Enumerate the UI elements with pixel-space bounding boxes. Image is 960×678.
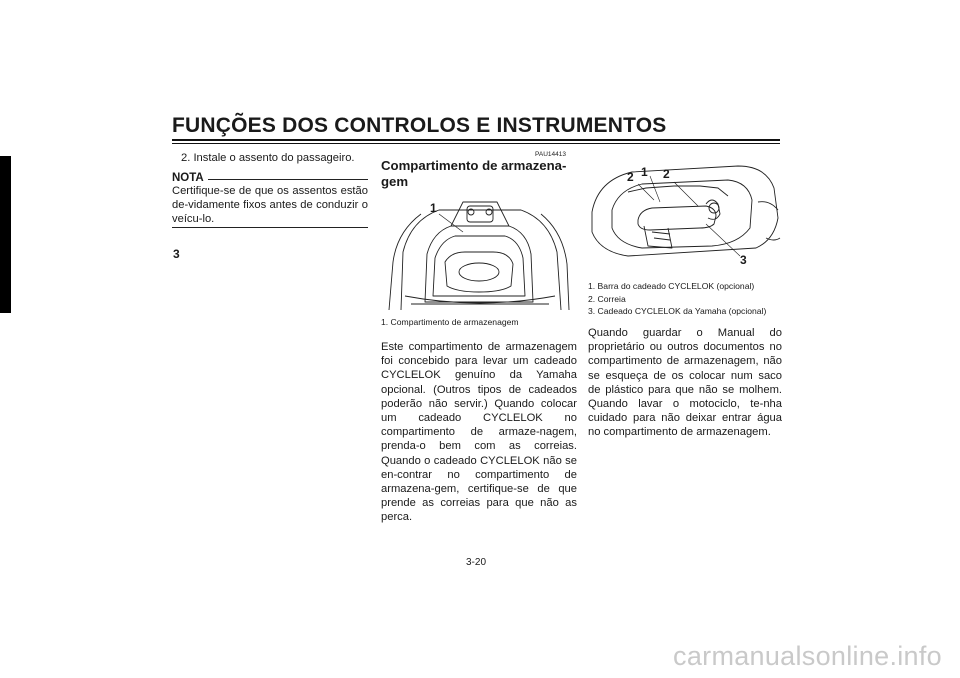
note-label: NOTA [172,172,204,184]
figure-callout: 1 [430,201,437,215]
section-heading: Compartimento de armazena-gem [381,158,567,189]
figure-callout: 2 [663,167,670,181]
body-paragraph: Este compartimento de armazenagem foi concebido para levar um cadeado CYCLELOK genuíno da Yamaha opcional. (Outros tipos de cadeados poderão não servir.) Quando colocar um cadeado CYCLELOK no compartimento de armaze-nagem, prenda-o bem com as correias. Quando o cadeado CYCLELOK não se en-contrar no compartimento de armazena-gem, certifique-se de que prende as correias para que não as perca. [381,341,577,524]
cyclelok-illustration [588,152,784,270]
page-number: 3-20 [466,557,487,568]
figure-callout: 1 [641,165,648,179]
note-text: Certifique-se de que os assentos estão de-vidamente fixos antes de conduzir o veícu-lo. [172,185,368,226]
watermark: carmanualsonline.info [673,641,942,671]
header-rule [172,139,780,141]
figure-callout: 2 [627,170,634,184]
storage-compartment-illustration [381,192,577,312]
figure-caption: 1. Compartimento de armazenagem [381,317,519,327]
header-rule-thin [172,143,780,144]
body-paragraph: Quando guardar o Manual do proprietário ou outros documentos no compartimento de armazenagem, não se esqueça de os colocar num saco de plástico para que não se molhem. Quando lavar o motociclo, te-nha cuidado para não deixar entrar água no compartimento de armazenagem. [588,327,782,439]
note-rule-top [208,179,368,180]
figure-callout: 3 [740,253,747,267]
figure-captions [588,280,766,318]
chapter-tab [0,156,11,313]
reference-code: PAU14413 [535,151,566,158]
caption-item: 2. Correia [588,293,626,304]
caption-item: 3. Cadeado CYCLELOK da Yamaha (opcional) [588,306,767,317]
chapter-number: 3 [173,247,180,261]
page-title: FUNÇÕES DOS CONTROLOS E INSTRUMENTOS [172,114,667,137]
instruction-step: 2. Instale o assento do passageiro. [181,152,355,164]
caption-item: 1. Barra do cadeado CYCLELOK (opcional) [588,281,755,291]
note-rule-bottom [172,227,368,228]
